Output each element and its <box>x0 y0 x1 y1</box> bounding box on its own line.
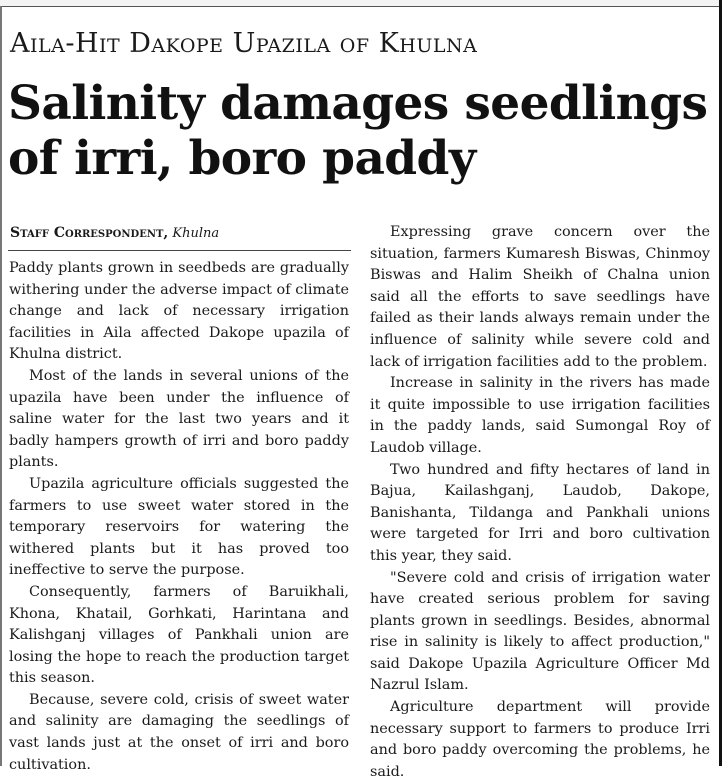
paragraph: Two hundred and fifty hectares of land in Bajua, Kailashganj, Laudob, Dakope, Banishanta, Tildanga and Pankhali unions were targeted for Irri and boro cultivation this year, they said. <box>370 461 710 564</box>
paragraph: Increase in salinity in the rivers has made it quite impossible to use irrigation facilities in the paddy lands, said Sumongal Roy of Laudob village. <box>370 375 710 456</box>
paragraph: Upazila agriculture officials suggested the farmers to use sweet water stored in the temporary reservoirs for watering the withered plants but it has proved too ineffective to serve the purpose. <box>9 475 349 579</box>
paragraph: Paddy plants grown in seedbeds are gradually withering under the adverse impact of climate change and lack of necessary irrigation facilities in Aila affected Dakope upazila of Khulna district. <box>9 260 349 363</box>
article-column-right <box>370 222 710 783</box>
page-left-border <box>0 6 2 766</box>
article-headline: Salinity damages seedlings of irri, boro paddy <box>8 76 708 186</box>
paragraph: Agriculture department will provide necessary support to farmers to produce Irri and boro paddy overcoming the problems, he said. <box>370 699 710 780</box>
byline-dateline: Khulna <box>172 226 220 241</box>
paragraph: Consequently, farmers of Baruikhali, Khona, Khatail, Gorhkati, Harintana and Kalishganj villages of Pankhali union are losing the hope to reach the production target this season. <box>9 583 349 687</box>
paragraph: Expressing grave concern over the situation, farmers Kumaresh Biswas, Chinmoy Biswas and Halim Sheikh of Chalna union said all the efforts to save seedlings have failed as their lands always remain under the influence of salinity while severe cold and lack of irrigation facilities add to the problem. <box>370 224 710 370</box>
byline-divider <box>8 250 351 251</box>
paragraph: "Severe cold and crisis of irrigation water have created serious problem for saving plants grown in seedlings. Besides, abnormal rise in salinity is likely to affect production," said Dakope Upazila Agriculture Officer Md Nazrul Islam. <box>370 569 710 694</box>
paragraph: Because, severe cold, crisis of sweet water and salinity are damaging the seedlings of vast lands just at the onset of irri and boro cultivation. <box>9 691 349 773</box>
article-kicker: Aila-Hit Dakope Upazila of Khulna <box>10 28 478 59</box>
paragraph: Most of the lands in several unions of the upazila have been under the influence of saline water for the last two years and it badly hampers growth of irri and boro paddy plants. <box>9 367 349 471</box>
article-column-left <box>9 258 349 776</box>
page-top-border <box>0 0 722 7</box>
byline-author: Staff Correspondent, <box>10 225 169 241</box>
byline <box>10 225 219 241</box>
